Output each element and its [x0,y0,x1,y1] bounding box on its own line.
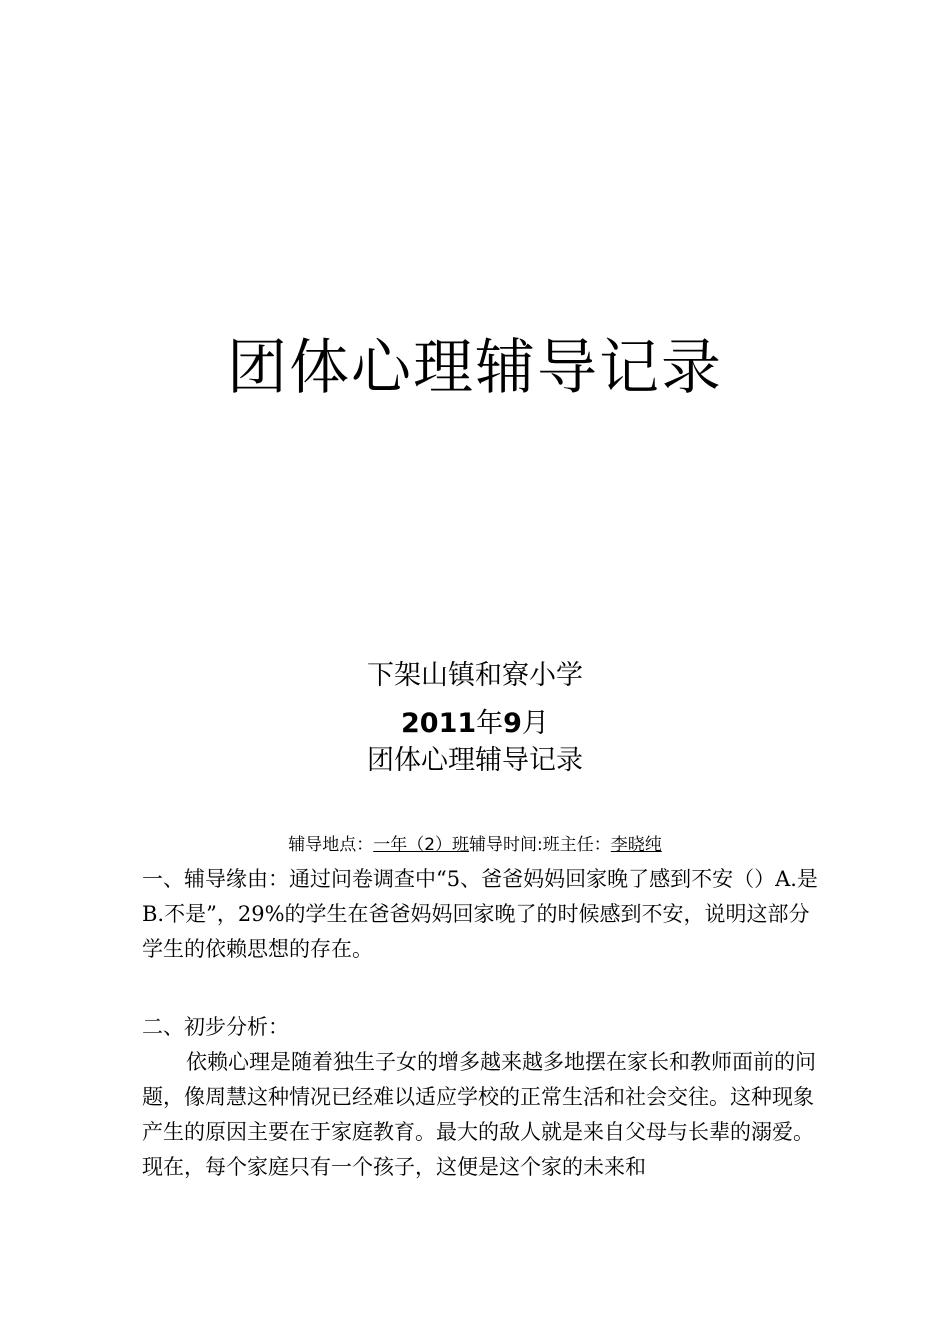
info-line [0,832,950,858]
main-title: 团体心理辅导记录 [227,333,723,403]
sub-title: 团体心理辅导记录 [367,745,583,776]
location-label: 辅导地点： [288,835,374,855]
section-analysis [142,1010,822,1185]
date-line [0,706,950,742]
date-month-char: 月 [521,708,549,739]
section-reason-text: 一、辅导缘由：通过问卷调查中“5、爸爸妈妈回家晚了感到不安（）A.是B.不是”，29%的学生在爸爸妈妈回家晚了的时候感到不安，说明这部分学生的依赖思想的存在。 [142,867,818,961]
teacher-label: 班主任： [542,835,611,855]
section-analysis-heading: 二、初步分析： [142,1015,289,1039]
section-reason [142,862,822,967]
section-analysis-text: 依赖心理是随着独生子女的增多越来越多地摆在家长和教师面前的问题，像周慧这种情况已经难以适应学校的正常生活和社会交往。这种现象产生的原因主要在于家庭教育。最大的敌人就是来自父母与长辈的溺爱。现在，每个家庭只有一个孩子，这便是这个家的未来和 [142,1050,816,1179]
school-name: 下架山镇和寮小学 [367,660,583,691]
date-month: 9 [503,708,522,739]
time-label: 辅导时间: [469,835,543,855]
date-year: 2011 [401,708,477,739]
teacher-value: 李晓纯 [610,835,662,855]
date-year-char: 年 [476,708,504,739]
location-value: 一年（2）班 [373,835,470,855]
